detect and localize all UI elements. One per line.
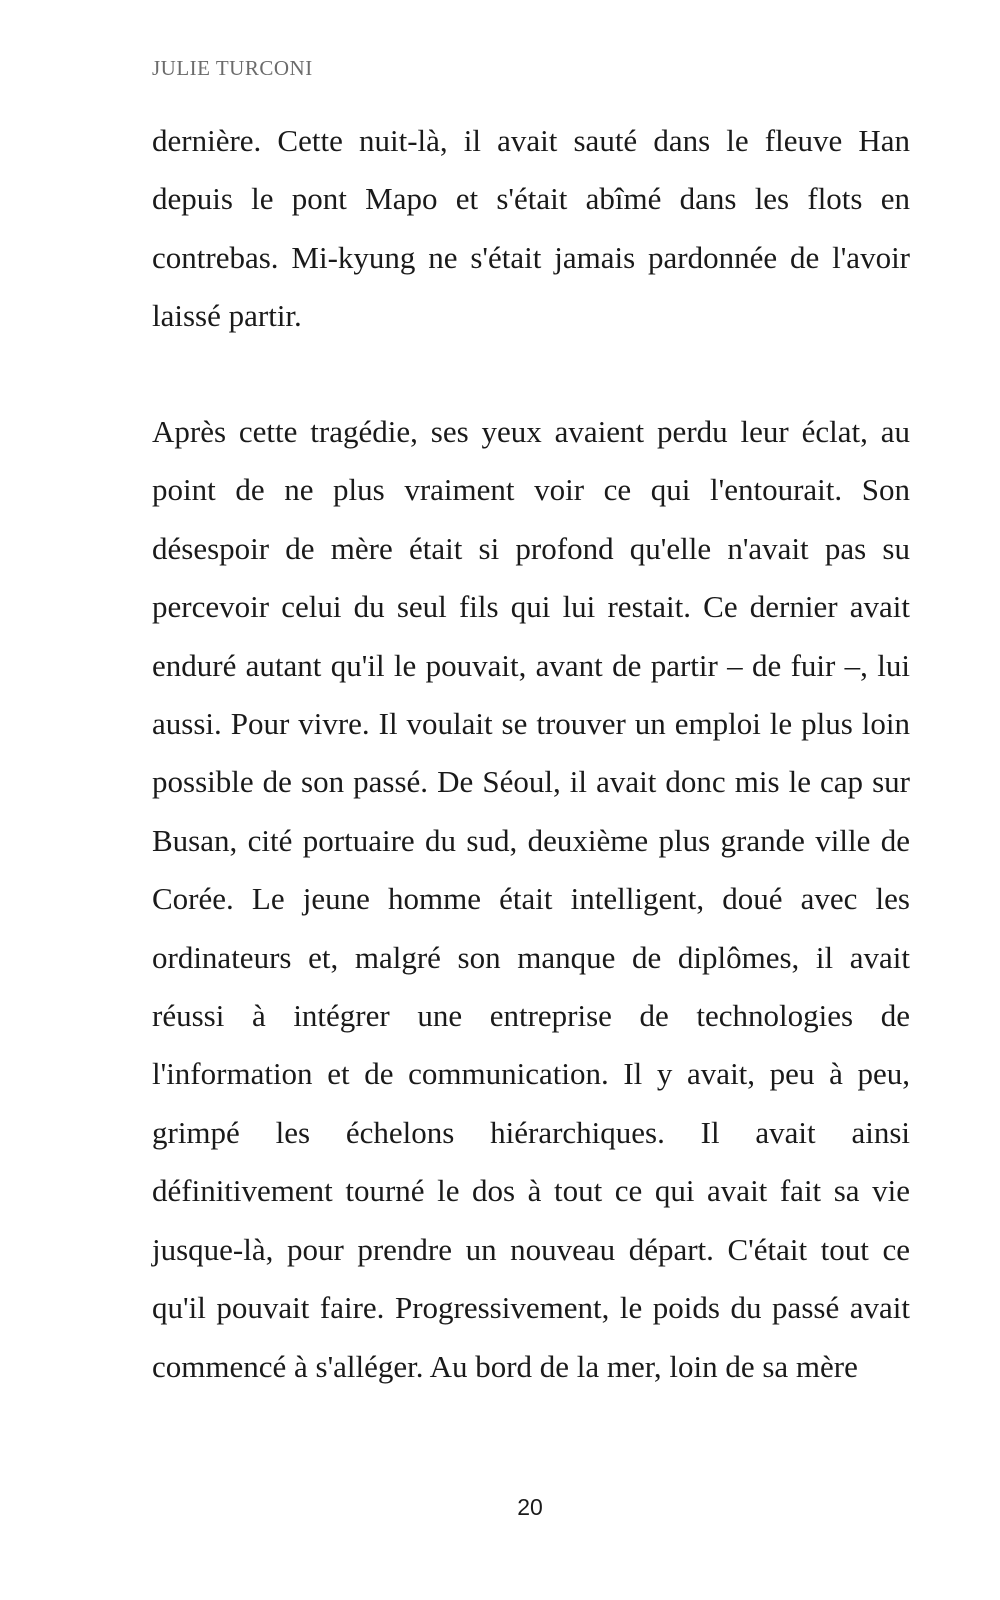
paragraph: dernière. Cette nuit-là, il avait sauté dans le fleuve Han depuis le pont Mapo et s'était abîmé dans les flots en contrebas. Mi-kyung ne s'était jamais pardonnée de l'avoir laissé partir.: [152, 123, 910, 334]
paragraph: Après cette tragédie, ses yeux avaient perdu leur éclat, au point de ne plus vraiment voir ce qui l'entourait. Son désespoir de mère était si profond qu'elle n'avait pas su percevoir celui du seul fils qui lui restait. Ce dernier avait enduré autant qu'il le pouvait, avant de partir – de fuir –, lui aussi. Pour vivre. Il voulait se trouver un emploi le plus loin possible de son passé. De Séoul, il avait donc mis le cap sur Busan, cité portuaire du sud, deuxième plus grande ville de Corée. Le jeune homme était intelligent, doué avec les ordinateurs et, malgré son manque de diplômes, il avait réussi à intégrer une entreprise de technologies de l'information et de communication. Il y avait, peu à peu, grimpé les échelons hiérarchiques. Il avait ainsi définitivement tourné le dos à tout ce qui avait fait sa vie jusque-là, pour prendre un nouveau départ. C'était tout ce qu'il pouvait faire. Progressivement, le poids du passé avait commencé à s'alléger. Au bord de la mer, loin de sa mère: [152, 414, 910, 1384]
running-header: JULIE TURCONI: [152, 56, 313, 80]
page-number: 20: [517, 1494, 543, 1520]
